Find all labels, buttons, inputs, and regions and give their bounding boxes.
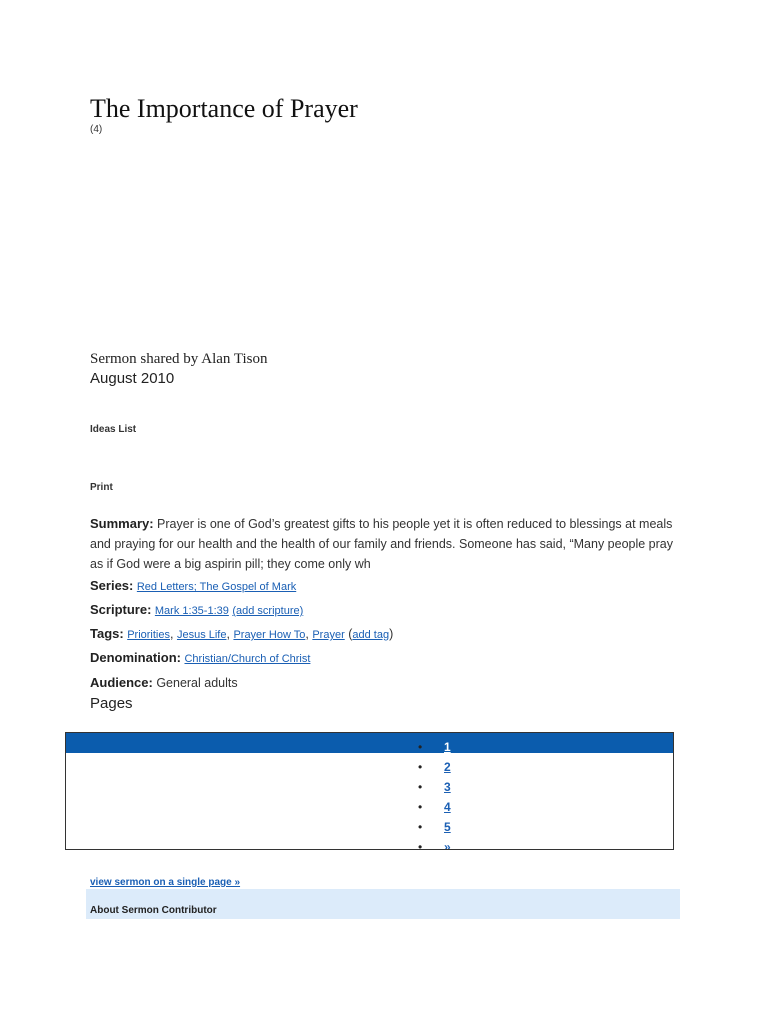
series-link[interactable]: Red Letters; The Gospel of Mark: [136, 581, 297, 593]
pagination-item: [418, 777, 451, 797]
series-row: [90, 576, 680, 597]
add-tag-link[interactable]: add tag: [352, 629, 390, 641]
pagination-item: [418, 757, 451, 777]
denomination-row: [90, 648, 680, 669]
denomination-label: Denomination:: [90, 650, 181, 665]
summary-label: Summary:: [90, 516, 154, 531]
page-title: The Importance of Prayer: [90, 94, 358, 123]
pagination-header-bar: [66, 733, 673, 753]
tags-row: Tags: Priorities, Jesus Life, Prayer How To, Prayer (add tag): [90, 626, 394, 641]
about-contributor-bar: [86, 889, 680, 919]
bullet-icon: •: [418, 840, 423, 850]
rating-count: (4): [90, 124, 103, 135]
scripture-label: Scripture:: [90, 602, 152, 617]
tag-link[interactable]: Prayer How To: [233, 629, 306, 641]
page-link-1[interactable]: 1: [444, 740, 451, 754]
scripture-row: [90, 600, 680, 621]
pagination-item: [418, 737, 451, 757]
bullet-icon: •: [418, 740, 423, 754]
print-link[interactable]: Print: [90, 482, 113, 493]
single-page-link[interactable]: view sermon on a single page »: [90, 877, 241, 888]
bullet-icon: •: [418, 760, 423, 774]
tag-link[interactable]: Priorities: [127, 629, 170, 641]
tag-link[interactable]: Prayer: [312, 629, 345, 641]
pagination-list: [418, 737, 451, 850]
bullet-icon: •: [418, 800, 423, 814]
pagination-item: [418, 837, 451, 850]
page-link-5[interactable]: 5: [444, 820, 451, 834]
pages-heading: Pages: [90, 695, 133, 712]
tags-label: Tags:: [90, 626, 124, 641]
add-scripture-link[interactable]: (add scripture): [232, 605, 304, 617]
ideas-list-link[interactable]: Ideas List: [90, 424, 137, 435]
page-link-4[interactable]: 4: [444, 800, 451, 814]
sermon-date: August 2010: [90, 370, 175, 387]
pagination-item: [418, 817, 451, 837]
summary: [90, 514, 680, 574]
page-link-next[interactable]: »: [444, 840, 451, 850]
about-contributor-heading: About Sermon Contributor: [90, 905, 217, 916]
audience-row: [90, 673, 680, 693]
pagination-item: [418, 797, 451, 817]
series-label: Series:: [90, 578, 134, 593]
summary-text: Prayer is one of God’s greatest gifts to his people yet it is often reduced to blessings at meals and praying for our health and the health of our family and friends. Someone has said, “Many people pray as if God were a big aspirin pill; they come only wh: [90, 517, 673, 571]
page-link-3[interactable]: 3: [444, 780, 451, 794]
bullet-icon: •: [418, 820, 423, 834]
scripture-link[interactable]: Mark 1:35-1:39: [154, 605, 229, 617]
audience-value: General adults: [152, 676, 238, 690]
tag-link[interactable]: Jesus Life: [176, 629, 227, 641]
page-link-2[interactable]: 2: [444, 760, 451, 774]
shared-by-line: Sermon shared by Alan Tison: [90, 351, 268, 367]
denomination-link[interactable]: Christian/Church of Christ: [184, 653, 311, 665]
bullet-icon: •: [418, 780, 423, 794]
pagination-box: [65, 732, 674, 850]
audience-label: Audience:: [90, 675, 153, 690]
